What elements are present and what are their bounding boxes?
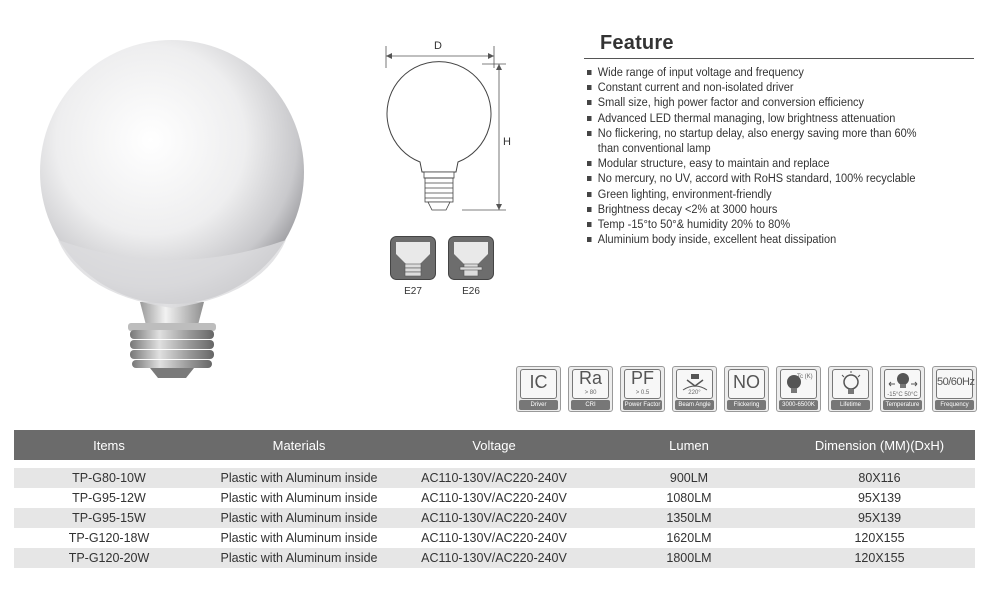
- dimension-diagram: [378, 38, 518, 218]
- e26-base-icon: [448, 236, 494, 280]
- feature-item: Aluminium body inside, excellent heat dissipation: [587, 232, 974, 247]
- temperature-badge: [880, 366, 925, 412]
- badge-main-text: NO: [728, 369, 765, 399]
- cell-item: TP-G120-18W: [14, 528, 204, 548]
- cell-voltage: AC110-130V/AC220-240V: [394, 528, 594, 548]
- table-row: [14, 468, 975, 488]
- base-type-icons: [388, 236, 498, 306]
- cell-material: Plastic with Aluminum inside: [204, 548, 394, 568]
- feature-divider: [584, 58, 974, 59]
- cell-voltage: AC110-130V/AC220-240V: [394, 468, 594, 488]
- cell-material: Plastic with Aluminum inside: [204, 528, 394, 548]
- cell-lumen: 1800LM: [594, 548, 784, 568]
- feature-item: Constant current and non-isolated driver: [587, 80, 974, 95]
- badge-caption: Power Factor: [624, 402, 661, 408]
- cri-badge: [568, 366, 613, 412]
- badge-main-box: [572, 369, 609, 399]
- badge-sub-text: -15°C 50°C: [887, 392, 918, 398]
- badge-caption: Flickering: [727, 400, 766, 410]
- cell-item: TP-G95-12W: [14, 488, 204, 508]
- cell-dimension: 95X139: [784, 508, 975, 528]
- badge-main-text: Ra: [578, 368, 602, 388]
- cell-dimension: 80X116: [784, 468, 975, 488]
- badge-caption: CRI: [571, 400, 610, 410]
- feature-item: Small size, high power factor and conversion efficiency: [587, 95, 974, 110]
- cell-material: Plastic with Aluminum inside: [204, 508, 394, 528]
- spec-table: [14, 430, 975, 568]
- table-spacer: [14, 460, 975, 468]
- badge-sub-text: > 80: [584, 390, 597, 396]
- badge-caption: 3000-6500K: [779, 400, 818, 410]
- table-header-row: [14, 430, 975, 460]
- badge-sub-text: > 0.5: [635, 390, 650, 396]
- feature-item: Wide range of input voltage and frequency: [587, 65, 974, 80]
- cell-material: Plastic with Aluminum inside: [204, 468, 394, 488]
- no-flickering-badge: [724, 366, 769, 412]
- badge-caption: Frequency: [935, 400, 974, 410]
- cell-voltage: AC110-130V/AC220-240V: [394, 488, 594, 508]
- ic-driver-badge: [516, 366, 561, 412]
- e27-base-icon: [390, 236, 436, 280]
- badge-main-box: [884, 369, 921, 399]
- cell-dimension: 120X155: [784, 528, 975, 548]
- feature-item: No mercury, no UV, accord with RoHS standard, 100% recyclable: [587, 171, 974, 186]
- badge-caption: Lifetime: [831, 400, 870, 410]
- table-row: [14, 508, 975, 528]
- badge-caption: Driver: [519, 400, 558, 410]
- badge-main-box: [832, 369, 869, 399]
- cell-dimension: 95X139: [784, 488, 975, 508]
- badge-main-text: PF: [630, 368, 654, 388]
- height-label: H: [503, 136, 511, 148]
- lifetime-badge: [828, 366, 873, 412]
- beam-angle-badge: [672, 366, 717, 412]
- header-voltage: Voltage: [394, 430, 594, 460]
- badge-caption: Beam Angle: [675, 400, 714, 410]
- table-spacer-cell: [14, 460, 975, 468]
- badge-main-box: [780, 369, 817, 399]
- cell-lumen: 900LM: [594, 468, 784, 488]
- feature-item: Advanced LED thermal managing, low brightness attenuation: [587, 111, 974, 126]
- feature-item: Temp -15°to 50°& humidity 20% to 80%: [587, 217, 974, 232]
- badge-sub-text: 220°: [688, 390, 701, 396]
- lifetime-bulb-icon: [833, 370, 869, 396]
- header-dimension: Dimension (MM)(DxH): [784, 430, 975, 460]
- table-row: [14, 528, 975, 548]
- header-materials: Materials: [204, 430, 394, 460]
- e27-label: E27: [404, 286, 422, 297]
- frequency-badge: [932, 366, 977, 412]
- power-factor-badge: [620, 366, 665, 412]
- header-items: Items: [14, 430, 204, 460]
- cell-voltage: AC110-130V/AC220-240V: [394, 548, 594, 568]
- feature-item: Green lighting, environment-friendly: [587, 187, 974, 202]
- badge-main-box: [676, 369, 713, 399]
- feature-section: [584, 32, 974, 247]
- badge-main-box: [624, 369, 661, 399]
- feature-item: Modular structure, easy to maintain and replace: [587, 156, 974, 171]
- diameter-label: D: [434, 40, 442, 52]
- badge-sub-text: Tc (K): [797, 374, 813, 380]
- cell-lumen: 1620LM: [594, 528, 784, 548]
- cell-item: TP-G120-20W: [14, 548, 204, 568]
- feature-item: Brightness decay <2% at 3000 hours: [587, 202, 974, 217]
- cell-item: TP-G95-15W: [14, 508, 204, 528]
- badge-caption: Temperature: [883, 400, 922, 410]
- feature-title: Feature: [600, 32, 674, 54]
- table-row: [14, 488, 975, 508]
- globe-bulb-photo: [22, 40, 322, 380]
- badge-main-text: 50/60Hz: [936, 369, 973, 399]
- e26-label: E26: [462, 286, 480, 297]
- cell-material: Plastic with Aluminum inside: [204, 488, 394, 508]
- feature-item-continued: than conventional lamp: [597, 141, 711, 156]
- color-temp-badge: [776, 366, 821, 412]
- header-lumen: Lumen: [594, 430, 784, 460]
- feature-item: No flickering, no startup delay, also energy saving more than 60%: [587, 126, 974, 141]
- cell-dimension: 120X155: [784, 548, 975, 568]
- cell-item: TP-G80-10W: [14, 468, 204, 488]
- badge-main-text: IC: [520, 369, 557, 399]
- table-row: [14, 548, 975, 568]
- cell-voltage: AC110-130V/AC220-240V: [394, 508, 594, 528]
- cell-lumen: 1350LM: [594, 508, 784, 528]
- cell-lumen: 1080LM: [594, 488, 784, 508]
- feature-list: [584, 65, 974, 247]
